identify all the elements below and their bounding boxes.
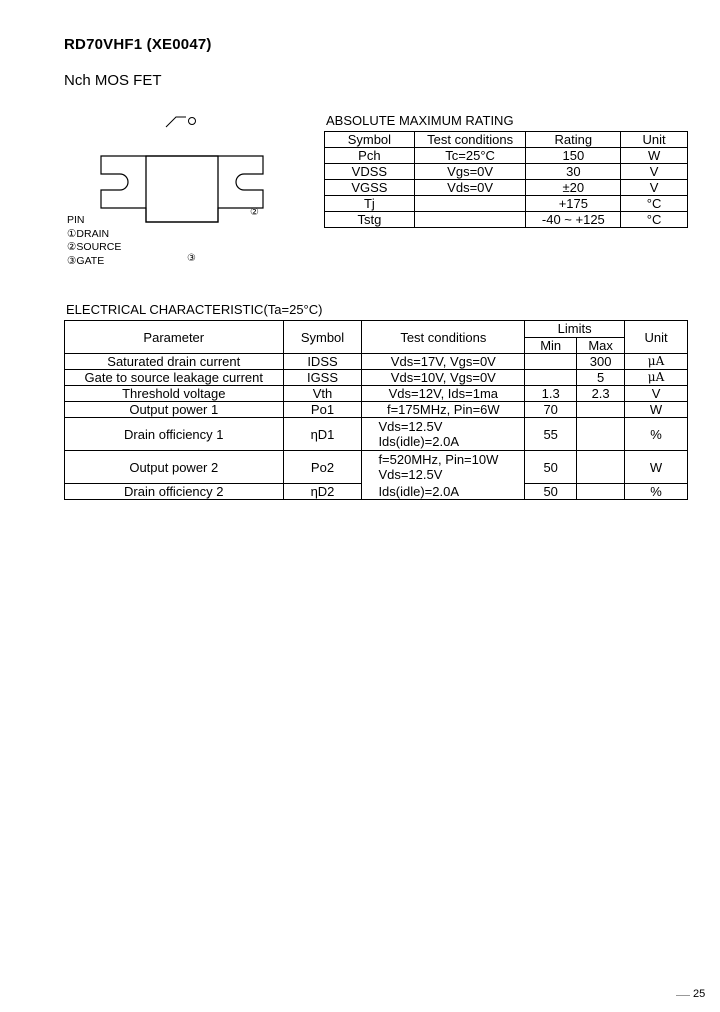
pin-heading: PIN	[67, 214, 85, 226]
pin-item-source: ②SOURCE	[67, 241, 122, 253]
table-cell: IGSS	[283, 370, 362, 386]
column-header: Unit	[621, 132, 688, 148]
table-cell: Threshold voltage	[65, 386, 284, 402]
page-number: 25	[693, 988, 706, 1000]
table-cell	[525, 354, 577, 370]
table-cell: Vds=0V	[414, 180, 526, 196]
column-header: Min	[525, 337, 577, 354]
table-cell	[362, 451, 525, 484]
footer-rule	[676, 995, 690, 996]
table-cell	[414, 196, 526, 212]
table-cell	[577, 451, 625, 484]
table-cell: %	[625, 418, 688, 451]
table-cell: -40 ~ +125	[526, 212, 621, 228]
table-cell: VGSS	[325, 180, 415, 196]
column-header: Test conditions	[414, 132, 526, 148]
table-cell: Po1	[283, 402, 362, 418]
lead-circle	[189, 118, 196, 125]
column-header: Symbol	[283, 321, 362, 354]
table-cell: 2.3	[577, 386, 625, 402]
table-cell: °C	[621, 196, 688, 212]
flange-outline	[101, 156, 263, 222]
table-cell: Vds=12V, Ids=1ma	[362, 386, 525, 402]
table-cell: 50	[525, 451, 577, 484]
table-cell: Vgs=0V	[414, 164, 526, 180]
table-row	[65, 402, 688, 418]
table-cell: 70	[525, 402, 577, 418]
table-cell: Vth	[283, 386, 362, 402]
table-cell: V	[621, 180, 688, 196]
table-row	[325, 164, 688, 180]
column-header: Rating	[526, 132, 621, 148]
table-cell: W	[625, 451, 688, 484]
table-cell	[362, 418, 525, 451]
table-cell: W	[625, 402, 688, 418]
table-row	[65, 418, 688, 451]
table-cell: Drain officiency 2	[65, 484, 284, 500]
table-cell: 30	[526, 164, 621, 180]
table-row	[325, 212, 688, 228]
amr-heading: ABSOLUTE MAXIMUM RATING	[326, 113, 514, 128]
table-cell: 150	[526, 148, 621, 164]
test-condition-line: Vds=12.5V	[378, 467, 443, 483]
table-cell: IDSS	[283, 354, 362, 370]
table-cell: V	[621, 164, 688, 180]
table-cell: +175	[526, 196, 621, 212]
table-row	[65, 451, 688, 484]
table-cell	[577, 418, 625, 451]
table-cell: 50	[525, 484, 577, 500]
table-cell: ±20	[526, 180, 621, 196]
table-cell: Vds=10V, Vgs=0V	[362, 370, 525, 386]
column-header: Symbol	[325, 132, 415, 148]
table-header-row	[325, 132, 688, 148]
table-cell: f=175MHz, Pin=6W	[362, 402, 525, 418]
table-cell: Tj	[325, 196, 415, 212]
column-header: Limits	[525, 321, 625, 338]
test-condition-line: Ids(idle)=2.0A	[378, 434, 460, 449]
table-row	[325, 148, 688, 164]
table-cell: V	[625, 386, 688, 402]
column-header: Max	[577, 337, 625, 354]
table-cell	[525, 370, 577, 386]
table-cell: Gate to source leakage current	[65, 370, 284, 386]
device-body	[146, 156, 218, 222]
table-cell	[577, 402, 625, 418]
column-header: Test conditions	[362, 321, 525, 354]
table-cell: Tc=25°C	[414, 148, 526, 164]
absolute-max-table	[324, 131, 688, 228]
pin3-marker: ③	[187, 253, 196, 264]
table-row	[65, 354, 688, 370]
table-header-row	[65, 321, 688, 338]
table-cell: μA	[625, 370, 688, 386]
table-cell: 300	[577, 354, 625, 370]
table-cell: Vds=17V, Vgs=0V	[362, 354, 525, 370]
pin-item-drain: ①DRAIN	[67, 227, 110, 240]
table-cell: Ids(idle)=2.0A	[362, 484, 525, 500]
table-cell: μA	[625, 354, 688, 370]
table-cell: 5	[577, 370, 625, 386]
table-row	[65, 386, 688, 402]
table-cell: %	[625, 484, 688, 500]
test-condition-line: f=520MHz, Pin=10W	[378, 452, 499, 468]
table-cell: W	[621, 148, 688, 164]
table-cell: 1.3	[525, 386, 577, 402]
table-cell: ηD1	[283, 418, 362, 451]
table-row	[65, 370, 688, 386]
table-cell	[577, 484, 625, 500]
table-cell: VDSS	[325, 164, 415, 180]
table-row	[325, 196, 688, 212]
table-cell: Drain officiency 1	[65, 418, 284, 451]
package-outline-diagram	[96, 108, 276, 228]
table-cell: °C	[621, 212, 688, 228]
column-header: Parameter	[65, 321, 284, 354]
table-cell: ηD2	[283, 484, 362, 500]
ec-heading: ELECTRICAL CHARACTERISTIC(Ta=25°C)	[66, 302, 323, 317]
electrical-characteristics-table	[64, 320, 688, 500]
pin2-marker: ②	[250, 207, 259, 218]
table-row	[325, 180, 688, 196]
table-cell: Pch	[325, 148, 415, 164]
table-cell: Tstg	[325, 212, 415, 228]
table-cell: Saturated drain current	[65, 354, 284, 370]
table-cell: 55	[525, 418, 577, 451]
test-condition-line: Vds=12.5V	[378, 419, 443, 434]
page-subtitle: Nch MOS FET	[64, 72, 162, 89]
table-cell	[414, 212, 526, 228]
page-title: RD70VHF1 (XE0047)	[64, 36, 212, 53]
lead-mark	[166, 117, 186, 127]
table-cell: Output power 1	[65, 402, 284, 418]
table-cell: Po2	[283, 451, 362, 484]
table-cell: Output power 2	[65, 451, 284, 484]
pin-item-gate: ③GATE	[67, 254, 105, 267]
pin-list	[67, 214, 121, 268]
column-header: Unit	[625, 321, 688, 354]
table-row	[65, 484, 688, 500]
